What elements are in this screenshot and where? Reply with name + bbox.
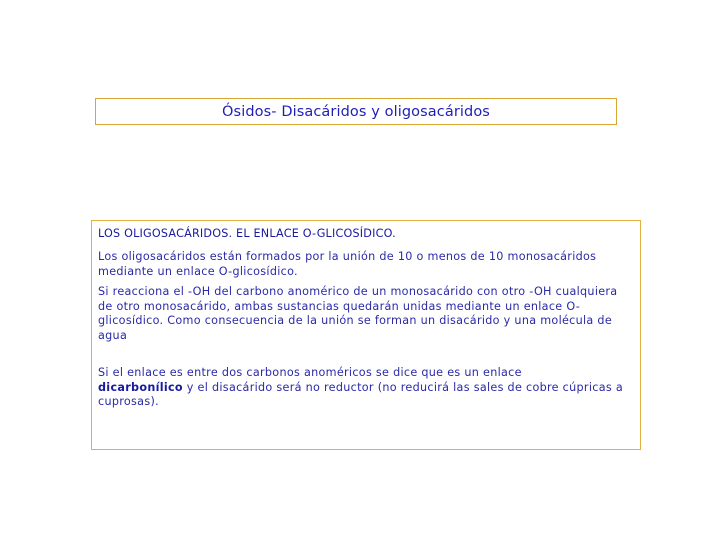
slide-title-box: [95, 98, 617, 125]
paragraph-glycosidic-bond: Si reacciona el -OH del carbono anomérico de un monosacárido con otro -OH cualquiera de otro monosacárido, ambas sustancias quedarán unidas mediante un enlace O-glicosídico. Como consecuencia de la unión se forman un disacárido y una molécula de agua: [98, 285, 618, 342]
slide-title: Ósidos- Disacáridos y oligosacáridos: [222, 103, 490, 120]
content-box: [91, 220, 641, 450]
term-dicarbonilico: dicarbonílico: [98, 380, 183, 394]
paragraph-oligosaccharides: Los oligosacáridos están formados por la unión de 10 o menos de 10 monosacáridos mediante un enlace O-glicosídico.: [98, 250, 597, 278]
paragraph-dicarbonyl: [98, 366, 633, 410]
paragraph-dicarbonyl-start: Si el enlace es entre dos carbonos anoméricos se dice que es un enlace: [98, 366, 522, 379]
paragraph-dicarbonyl-end: y el disacárido será no reductor (no reducirá las sales de cobre cúpricas a cuprosas).: [98, 380, 623, 408]
section-heading: LOS OLIGOSACÁRIDOS. EL ENLACE O-GLICOSÍDICO.: [98, 227, 396, 240]
